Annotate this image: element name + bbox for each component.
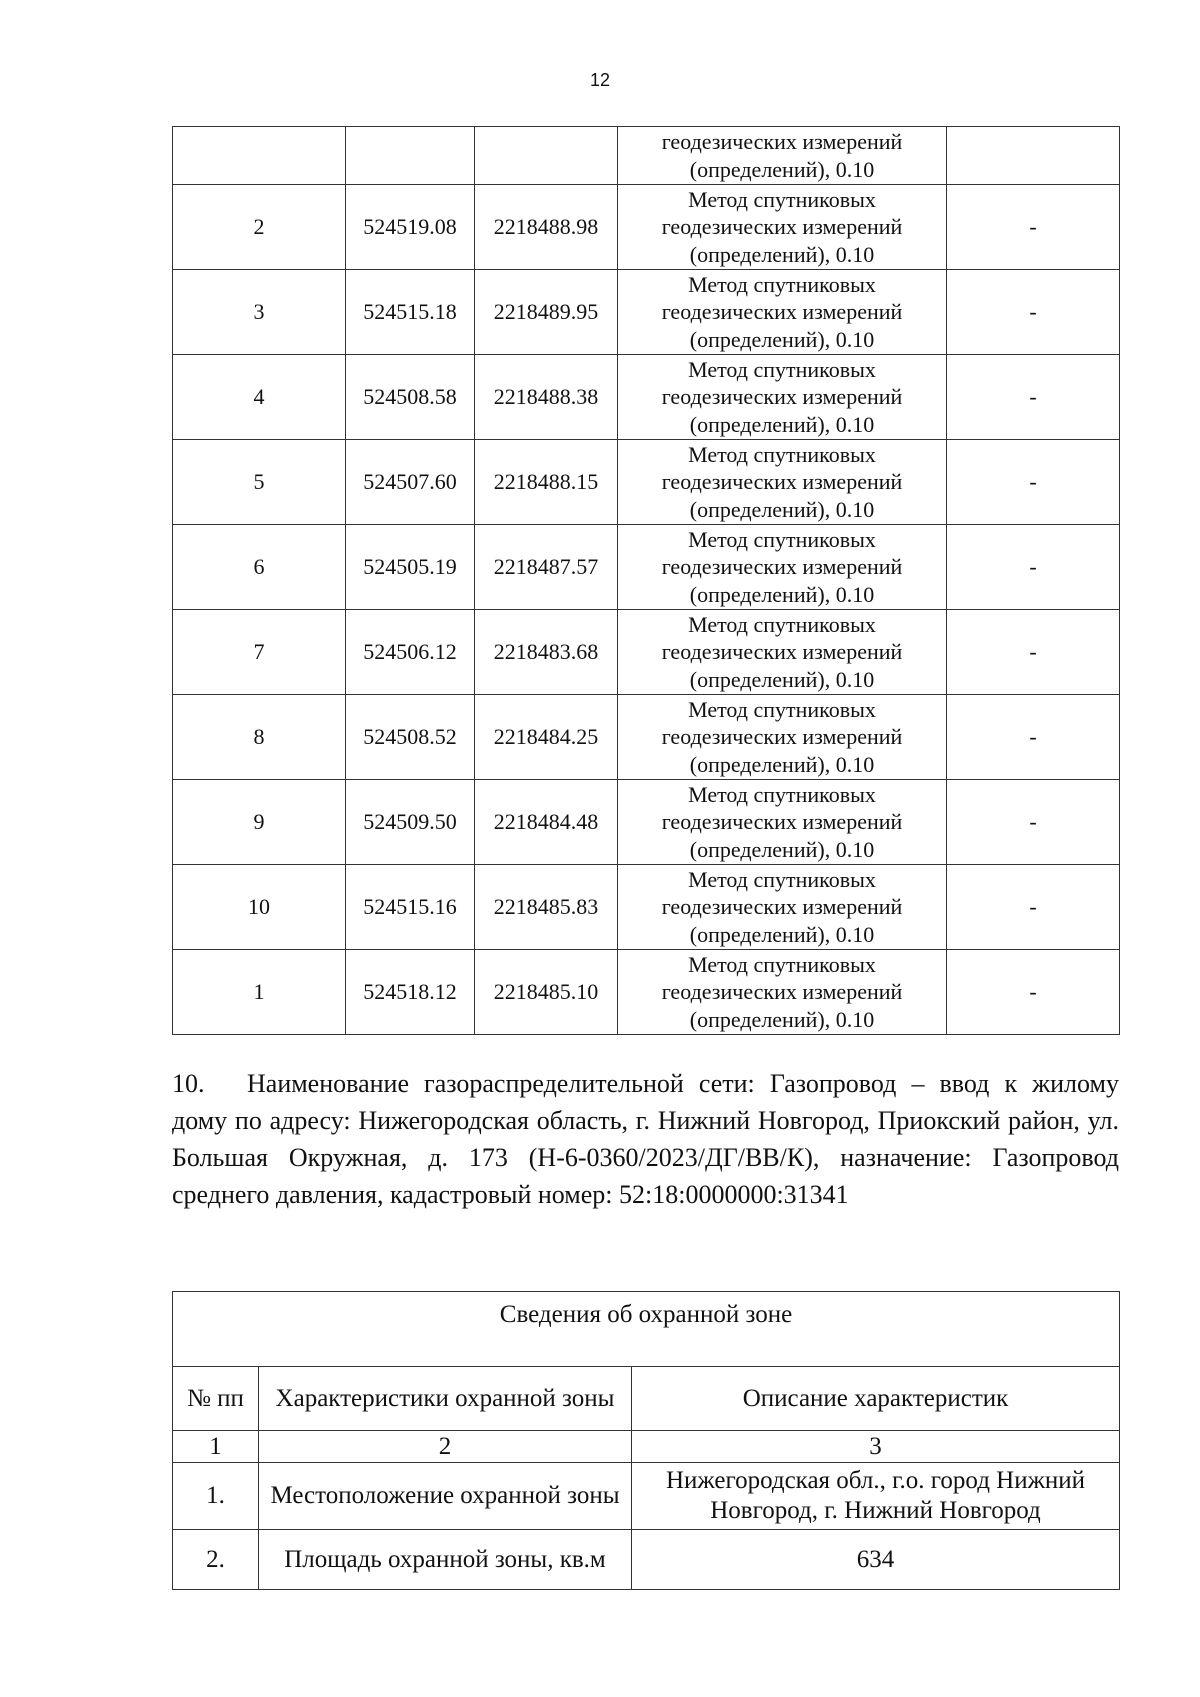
method-line: геодезических измерений <box>661 299 903 325</box>
method-line: (определений), 0.10 <box>689 1006 875 1032</box>
method-line: Метод спутниковых <box>688 186 876 212</box>
x-coordinate-cell <box>346 127 475 185</box>
y-coordinate-cell: 2218485.10 <box>475 950 618 1035</box>
extra-cell: - <box>947 950 1120 1035</box>
method-line: Метод спутниковых <box>688 951 876 977</box>
method-line: (определений), 0.10 <box>689 666 875 692</box>
description-cell: 634 <box>632 1530 1120 1590</box>
table-row <box>173 610 1120 695</box>
table-header-row <box>173 1367 1120 1431</box>
gas-network-description <box>172 1065 1119 1213</box>
characteristic-cell: Площадь охранной зоны, кв.м <box>259 1530 632 1590</box>
page-number: 12 <box>589 70 611 90</box>
method-line: (определений), 0.10 <box>689 836 875 862</box>
y-coordinate-cell: 2218487.57 <box>475 525 618 610</box>
zone-table-title: Сведения об охранной зоне <box>173 1292 1120 1367</box>
x-coordinate-cell: 524515.18 <box>346 270 475 355</box>
x-coordinate-cell: 524509.50 <box>346 780 475 865</box>
method-line: Метод спутниковых <box>688 441 876 467</box>
y-coordinate-cell <box>475 127 618 185</box>
extra-cell <box>947 127 1120 185</box>
table-row <box>173 270 1120 355</box>
extra-cell: - <box>947 270 1120 355</box>
table-row <box>173 440 1120 525</box>
column-number: 1 <box>173 1431 259 1463</box>
method-line: геодезических измерений <box>661 809 903 835</box>
extra-cell: - <box>947 610 1120 695</box>
method-line: геодезических измерений <box>661 554 903 580</box>
method-line: (определений), 0.10 <box>689 496 875 522</box>
extra-cell: - <box>947 440 1120 525</box>
extra-cell: - <box>947 695 1120 780</box>
table-row <box>173 950 1120 1035</box>
y-coordinate-cell: 2218484.25 <box>475 695 618 780</box>
section-text: Наименование газораспределительной сети: Газопровод – ввод к жилому дому по адресу: Нижегородская область, г. Нижний Новгород, Приокский район, ул. Большая Окружная, д. 173 (Н-6-0360/2023/ДГ/ВВ/К), назначение: Газопровод среднего давления, кадастровый номер: 52:18:0000000:31341 <box>172 1069 1119 1209</box>
column-numbering-row <box>173 1431 1120 1463</box>
method-line: геодезических измерений <box>661 214 903 240</box>
extra-cell: - <box>947 185 1120 270</box>
x-coordinate-cell: 524515.16 <box>346 865 475 950</box>
method-line: (определений), 0.10 <box>689 241 875 267</box>
column-header-number: № пп <box>173 1367 259 1431</box>
method-line: геодезических измерений <box>661 894 903 920</box>
method-line: геодезических измерений <box>661 384 903 410</box>
column-number: 3 <box>632 1431 1120 1463</box>
point-number-cell: 8 <box>173 695 346 780</box>
method-line: геодезических измерений <box>661 129 903 154</box>
point-number-cell: 4 <box>173 355 346 440</box>
table-row <box>173 185 1120 270</box>
y-coordinate-cell: 2218488.38 <box>475 355 618 440</box>
point-number-cell <box>173 127 346 185</box>
method-line: геодезических измерений <box>661 724 903 750</box>
method-line: (определений), 0.10 <box>689 326 875 352</box>
point-number-cell: 10 <box>173 865 346 950</box>
protection-zone-table <box>172 1291 1120 1590</box>
point-number-cell: 9 <box>173 780 346 865</box>
extra-cell: - <box>947 865 1120 950</box>
extra-cell: - <box>947 525 1120 610</box>
method-line: Метод спутниковых <box>688 866 876 892</box>
x-coordinate-cell: 524519.08 <box>346 185 475 270</box>
description-cell: Нижегородская обл., г.о. город Нижний Новгород, г. Нижний Новгород <box>632 1463 1120 1530</box>
y-coordinate-cell: 2218485.83 <box>475 865 618 950</box>
method-cell <box>618 610 947 695</box>
method-cell <box>618 950 947 1035</box>
y-coordinate-cell: 2218488.98 <box>475 185 618 270</box>
method-cell <box>618 355 947 440</box>
x-coordinate-cell: 524508.52 <box>346 695 475 780</box>
table-row <box>173 525 1120 610</box>
coordinates-table-body <box>173 127 1120 1035</box>
method-cell <box>618 525 947 610</box>
table-row <box>173 127 1120 185</box>
x-coordinate-cell: 524508.58 <box>346 355 475 440</box>
method-line: Метод спутниковых <box>688 611 876 637</box>
x-coordinate-cell: 524505.19 <box>346 525 475 610</box>
extra-cell: - <box>947 780 1120 865</box>
method-line: геодезических измерений <box>661 979 903 1005</box>
method-cell <box>618 270 947 355</box>
coordinates-table <box>172 126 1120 1035</box>
method-cell <box>618 440 947 525</box>
point-number-cell: 7 <box>173 610 346 695</box>
method-cell <box>618 695 947 780</box>
table-row <box>173 1463 1120 1530</box>
y-coordinate-cell: 2218484.48 <box>475 780 618 865</box>
method-cell <box>618 185 947 270</box>
method-line: (определений), 0.10 <box>689 581 875 607</box>
column-header-characteristic: Характеристики охранной зоны <box>259 1367 632 1431</box>
table-row <box>173 355 1120 440</box>
column-number: 2 <box>259 1431 632 1463</box>
section-number: 10. <box>172 1069 205 1098</box>
characteristic-cell: Местоположение охранной зоны <box>259 1463 632 1530</box>
y-coordinate-cell: 2218489.95 <box>475 270 618 355</box>
point-number-cell: 6 <box>173 525 346 610</box>
method-line: Метод спутниковых <box>688 696 876 722</box>
y-coordinate-cell: 2218483.68 <box>475 610 618 695</box>
method-line: (определений), 0.10 <box>689 156 875 182</box>
method-line: геодезических измерений <box>661 469 903 495</box>
method-line: (определений), 0.10 <box>689 751 875 777</box>
method-line: Метод спутниковых <box>688 356 876 382</box>
extra-cell: - <box>947 355 1120 440</box>
method-cell <box>618 865 947 950</box>
x-coordinate-cell: 524506.12 <box>346 610 475 695</box>
point-number-cell: 5 <box>173 440 346 525</box>
table-row <box>173 780 1120 865</box>
point-number-cell: 3 <box>173 270 346 355</box>
method-line: Метод спутниковых <box>688 526 876 552</box>
x-coordinate-cell: 524518.12 <box>346 950 475 1035</box>
row-number: 2. <box>173 1530 259 1590</box>
method-line: (определений), 0.10 <box>689 921 875 947</box>
method-line: Метод спутниковых <box>688 271 876 297</box>
table-row <box>173 1530 1120 1590</box>
y-coordinate-cell: 2218488.15 <box>475 440 618 525</box>
method-cell <box>618 127 947 185</box>
method-cell <box>618 780 947 865</box>
point-number-cell: 1 <box>173 950 346 1035</box>
column-header-description: Описание характеристик <box>632 1367 1120 1431</box>
table-row <box>173 865 1120 950</box>
point-number-cell: 2 <box>173 185 346 270</box>
x-coordinate-cell: 524507.60 <box>346 440 475 525</box>
row-number: 1. <box>173 1463 259 1530</box>
method-line: Метод спутниковых <box>688 781 876 807</box>
method-line: геодезических измерений <box>661 639 903 665</box>
table-row <box>173 695 1120 780</box>
method-line: (определений), 0.10 <box>689 411 875 437</box>
